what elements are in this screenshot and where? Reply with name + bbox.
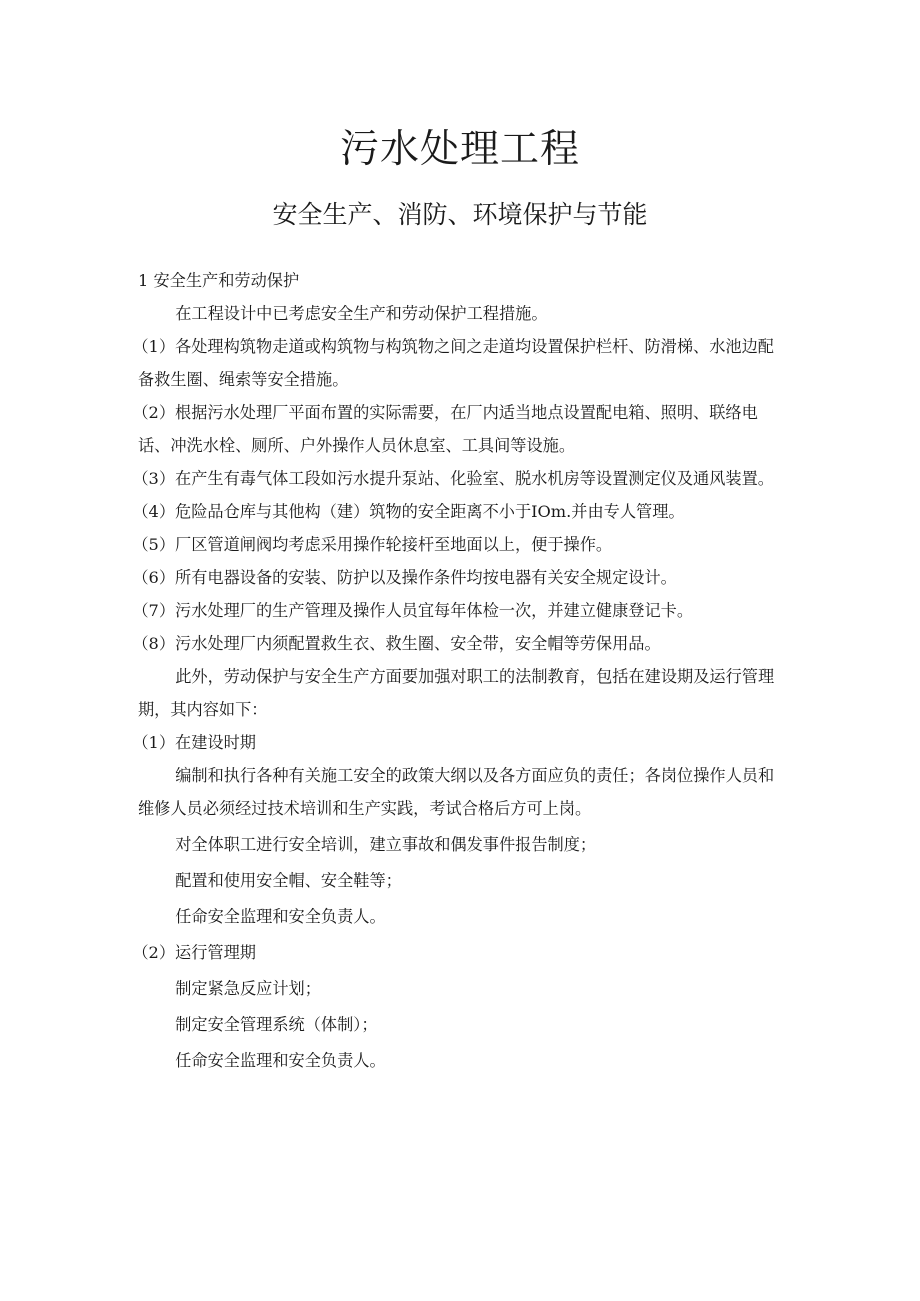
operation-period-heading: （2）运行管理期 <box>132 943 256 962</box>
labor-education-paragraph: 此外，劳动保护与安全生产方面要加强对职工的法制教育，包括在建设期及运行管理期，其内容如下： <box>138 667 775 719</box>
construction-period-heading: （1）在建设时期 <box>132 733 256 752</box>
intro-paragraph: 在工程设计中已考虑安全生产和劳动保护工程措施。 <box>175 304 548 323</box>
construction-line-3: 配置和使用安全帽、安全鞋等； <box>175 871 402 890</box>
measure-item-3: （3）在产生有毒气体工段如污水提升泵站、化验室、脱水机房等设置测定仪及通风装置。 <box>132 469 774 488</box>
construction-line-2: 对全体职工进行安全培训，建立事故和偶发事件报告制度； <box>175 835 597 854</box>
measure-item-7: （7）污水处理厂的生产管理及操作人员宜每年体检一次，并建立健康登记卡。 <box>132 601 694 620</box>
measure-item-1: （1）各处理构筑物走道或构筑物与构筑物之间之走道均设置保护栏杆、防滑梯、水池边配备救生圈、绳索等安全措施。 <box>132 337 774 389</box>
page-title: 污水处理工程 <box>339 127 580 172</box>
section-heading: 1 安全生产和劳动保护 <box>138 271 300 290</box>
measure-item-2: （2）根据污水处理厂平面布置的实际需要，在厂内适当地点设置配电箱、照明、联络电话、冲洗水栓、厕所、户外操作人员休息室、工具间等设施。 <box>132 403 758 455</box>
document-body <box>132 264 782 1077</box>
operation-line-2: 制定安全管理系统（体制）； <box>175 1015 378 1034</box>
construction-line-1: 编制和执行各种有关施工安全的政策大纲以及各方面应负的责任；各岗位操作人员和维修人员必须经过技术培训和生产实践，考试合格后方可上岗。 <box>138 766 775 818</box>
measure-item-8: （8）污水处理厂内须配置救生衣、救生圈、安全带，安全帽等劳保用品。 <box>132 634 661 653</box>
construction-line-4: 任命安全监理和安全负责人。 <box>175 907 386 926</box>
measure-item-5: （5）厂区管道闸阀均考虑采用操作轮接杆至地面以上，便于操作。 <box>132 535 613 554</box>
operation-line-3: 任命安全监理和安全负责人。 <box>175 1051 386 1070</box>
operation-line-1: 制定紧急反应计划； <box>175 979 321 998</box>
measure-item-6: （6）所有电器设备的安装、防护以及操作条件均按电器有关安全规定设计。 <box>132 568 677 587</box>
page-subtitle: 安全生产、消防、环境保护与节能 <box>272 200 648 229</box>
measure-item-4: （4）危险品仓库与其他构（建）筑物的安全距离不小于IOm.并由专人管理。 <box>132 502 685 521</box>
